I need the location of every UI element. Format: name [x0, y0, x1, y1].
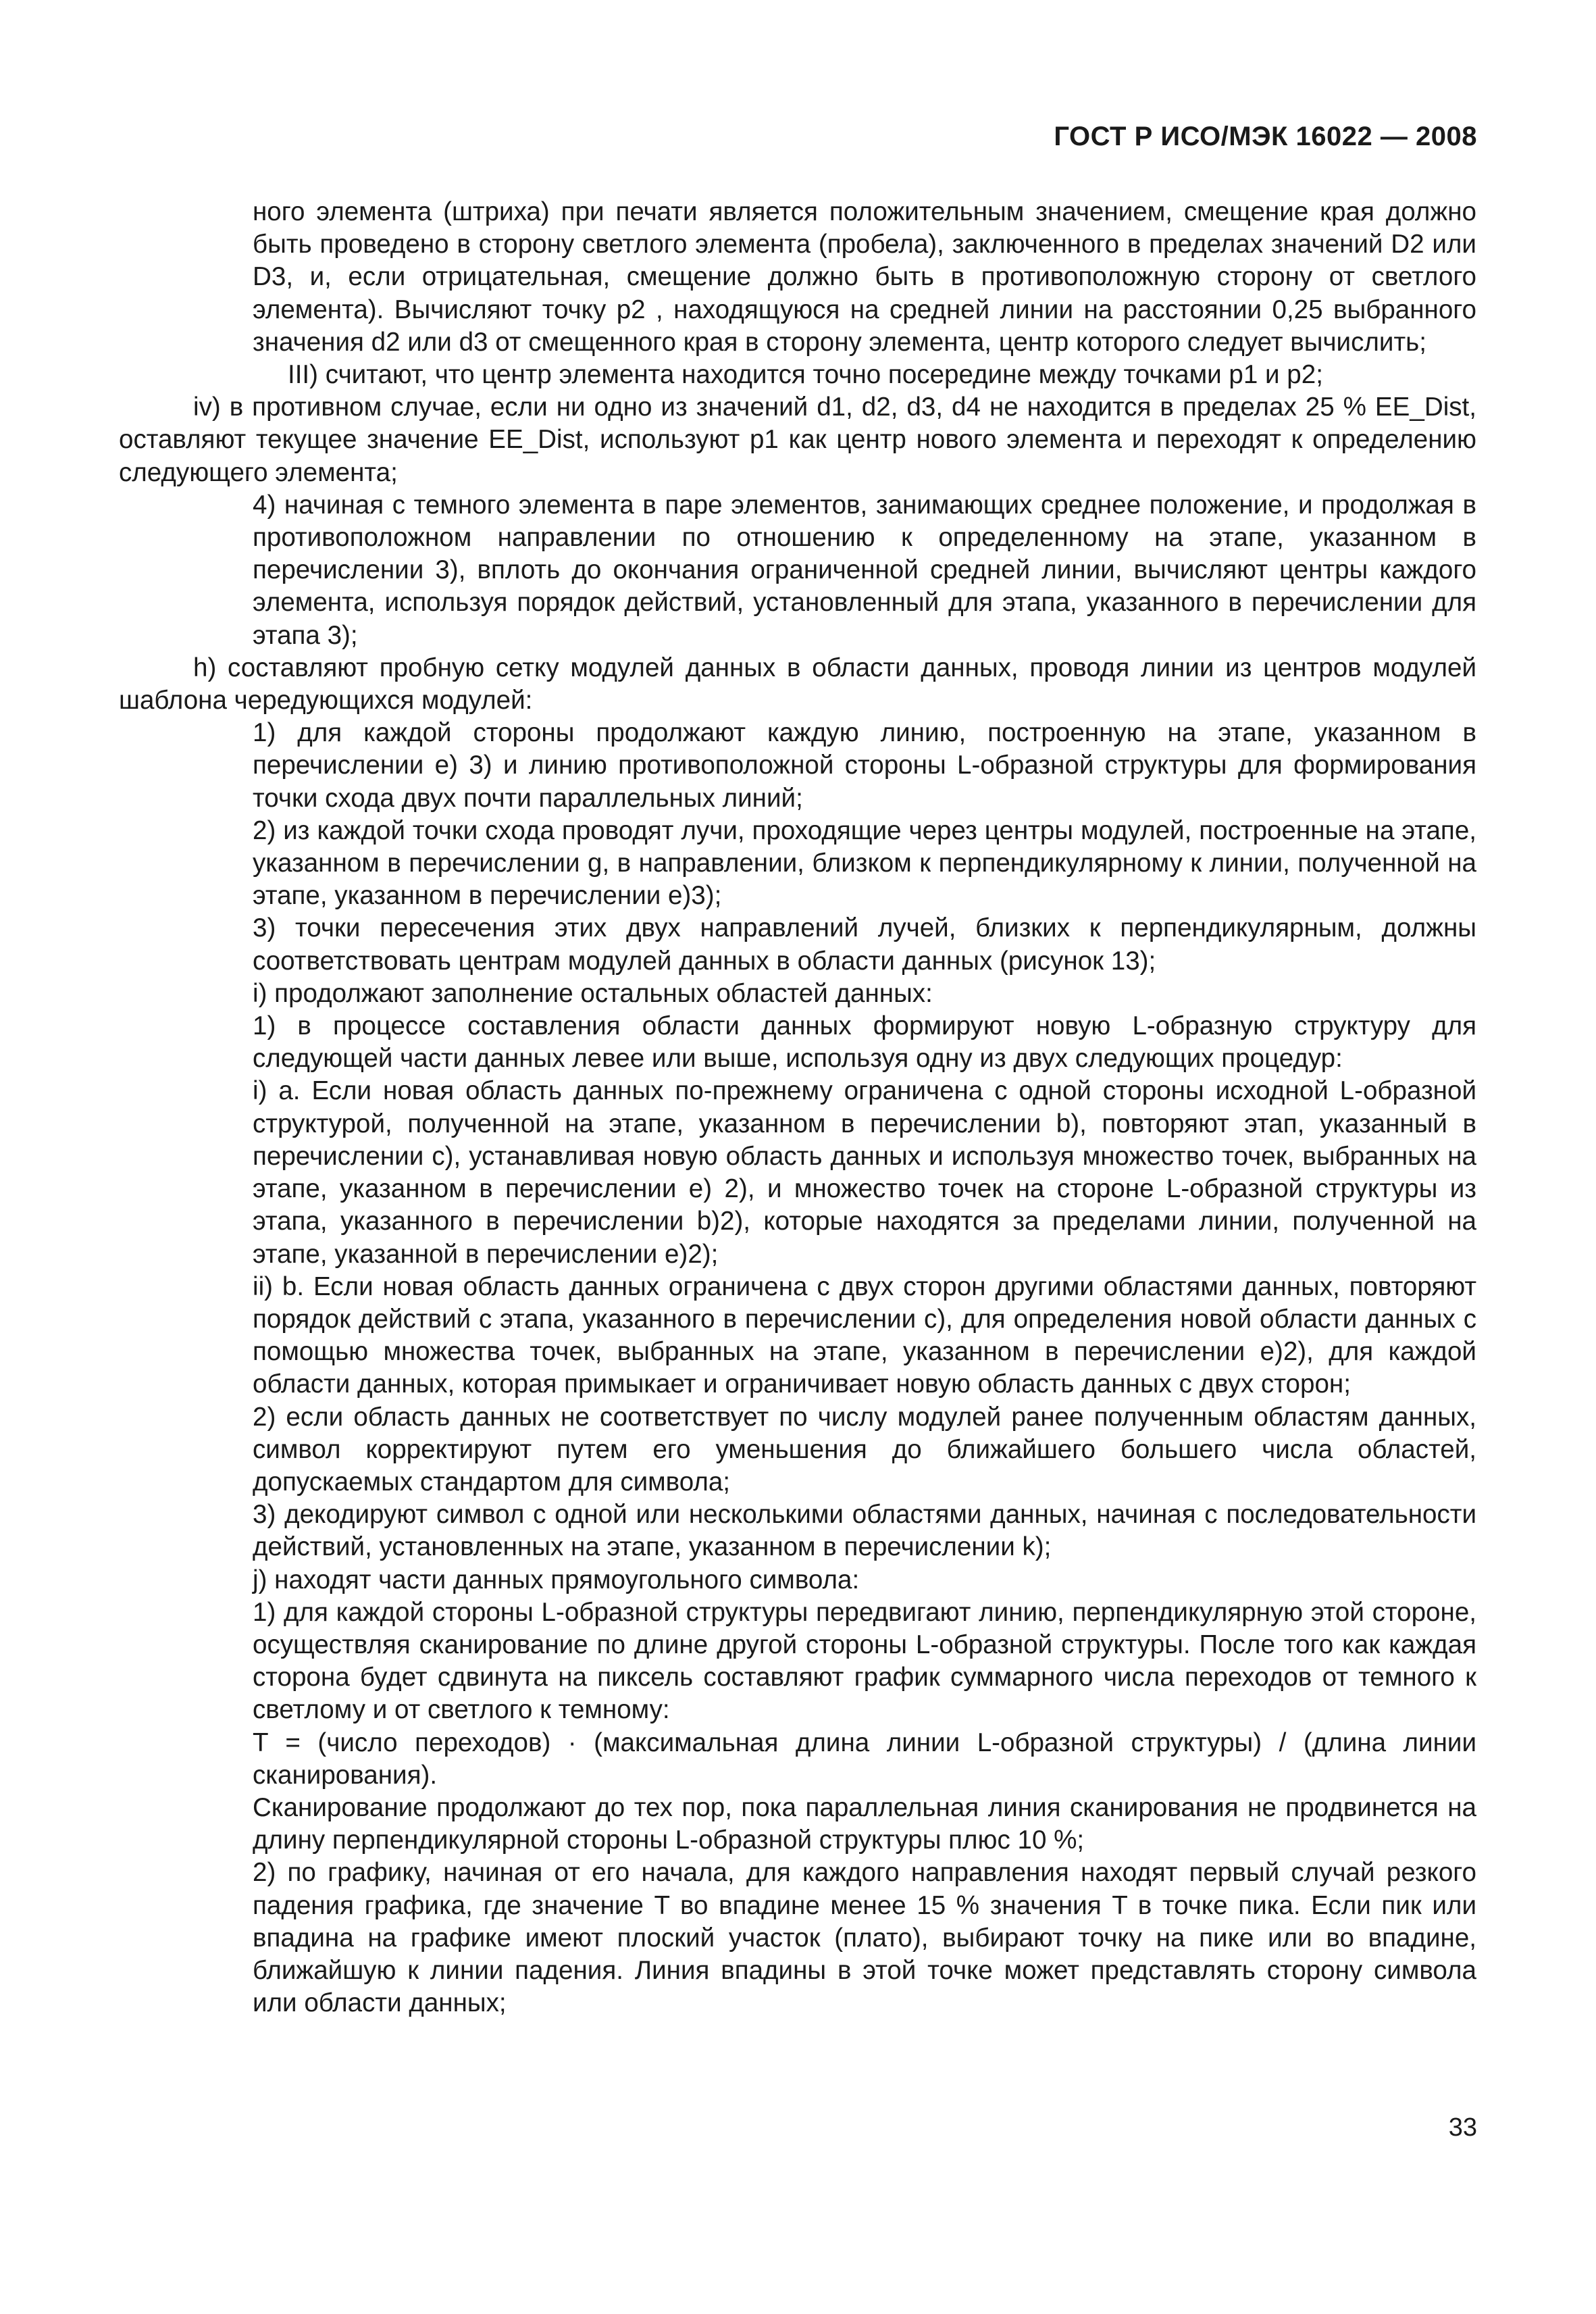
- paragraph: ii) b. Если новая область данных ограничена с двух сторон другими областями данных, повторяют порядок действий с этапа, указанного в перечислении c), для определения новой области данных с помощью множества точек, выбранных на этапе, указанном в перечислении е)2), для каждой области данных, которая примыкает и ограничивает новую область данных с двух сторон;: [253, 1272, 1476, 1399]
- paragraph: ного элемента (штриха) при печати является положительным значением, смещение края должно быть проведено в сторону светлого элемента (пробела), заключенного в пределах значений D2 или D3, и, если отрицательная, смещение должно быть в противоположную сторону от светлого элемента). Вычисляют точку p2 , находящуюся на средней линии на расстоянии 0,25 выбранного значения d2 или d3 от смещенного края в сторону элемента, центр которого следует вычислить;: [253, 197, 1476, 357]
- body-text: [119, 196, 1476, 2019]
- paragraph: j) находят части данных прямоугольного символа:: [253, 1565, 860, 1594]
- paragraph: 4) начиная с темного элемента в паре элементов, занимающих среднее положение, и продолжая в противоположном направлении по отношению к определенному на этапе, указанном в перечислении 3), вплоть до окончания ограниченной средней линии, вычисляют центры каждого элемента, используя порядок действий, установленный для этапа, указанного в перечислении для этапа 3);: [253, 490, 1476, 650]
- paragraph: h) составляют пробную сетку модулей данных в области данных, проводя линии из центров модулей шаблона чередующихся модулей:: [119, 653, 1476, 715]
- paragraph: 2) из каждой точки схода проводят лучи, проходящие через центры модулей, построенные на этапе, указанном в перечислении g, в направлении, близком к перпендикулярному к линии, полученной на этапе, указанном в перечислении е)3);: [253, 815, 1476, 911]
- paragraph: i) a. Если новая область данных по-прежнему ограничена с одной стороны исходной L-образной структурой, полученной на этапе, указанном в перечислении b), повторяют этап, указанный в перечислении c), устанавливая новую область данных и используя множество точек, выбранных на этапе, указанном в перечислении е) 2), и множество точек на стороне L-образной структуры из этапа, указанного в перечислении b)2), которые находятся за пределами линии, полученной на этапе, указанной в перечислении е)2);: [253, 1076, 1476, 1269]
- paragraph: 2) если область данных не соответствует по числу модулей ранее полученным областям данных, символ корректируют путем его уменьшения до ближайшего большего числа областей, допускаемых стандартом для символа;: [253, 1402, 1476, 1496]
- standard-header: ГОСТ Р ИСО/МЭК 16022 — 2008: [1054, 122, 1477, 151]
- paragraph: 3) точки пересечения этих двух направлений лучей, близких к перпендикулярным, должны соответствовать центрам модулей данных в области данных (рисунок 13);: [253, 913, 1476, 976]
- paragraph: III) считают, что центр элемента находится точно посередине между точками p1 и p2;: [288, 360, 1323, 390]
- paragraph: 1) для каждой стороны L-образной структуры передвигают линию, перпендикулярную этой стороне, осуществляя сканирование по длине другой стороны L-образной структуры. После того как каждая сторона будет сдвинута на пиксель составляют график суммарного числа переходов от темного к светлому и от светлого к темному:: [253, 1597, 1476, 1725]
- paragraph: iv) в противном случае, если ни одно из значений d1, d2, d3, d4 не находится в пределах 25 % EE_Dist, оставляют текущее значение EE_Dist, используют p1 как центр нового элемента и переходят к определению следующего элемента;: [119, 393, 1476, 487]
- page-number: 33: [1448, 2113, 1477, 2142]
- paragraph: Сканирование продолжают до тех пор, пока параллельная линия сканирования не продвинется на длину перпендикулярной стороны L-образной структуры плюс 10 %;: [253, 1792, 1476, 1855]
- paragraph: i) продолжают заполнение остальных областей данных:: [253, 978, 933, 1008]
- paragraph: 1) для каждой стороны продолжают каждую линию, построенную на этапе, указанном в перечислении е) 3) и линию противоположной стороны L-образной структуры для формирования точки схода двух почти параллельных линий;: [253, 718, 1476, 813]
- paragraph: 3) декодируют символ с одной или несколькими областями данных, начиная с последовательности действий, установленных на этапе, указанном в перечислении k);: [253, 1500, 1476, 1562]
- formula-paragraph: T = (число переходов) · (максимальная длина линии L-образной структуры) / (длина линии сканирования).: [253, 1728, 1476, 1790]
- paragraph: 1) в процессе составления области данных формируют новую L-образную структуру для следующей части данных левее или выше, используя одну из двух следующих процедур:: [253, 1011, 1476, 1074]
- paragraph: 2) по графику, начиная от его начала, для каждого направления находят первый случай резкого падения графика, где значение T во впадине менее 15 % значения T в точке пика. Если пик или впадина на графике имеют плоский участок (плато), выбирают точку на пике или во впадине, ближайшую к линии падения. Линия впадины в этой точке может представлять сторону символа или области данных;: [253, 1858, 1476, 2018]
